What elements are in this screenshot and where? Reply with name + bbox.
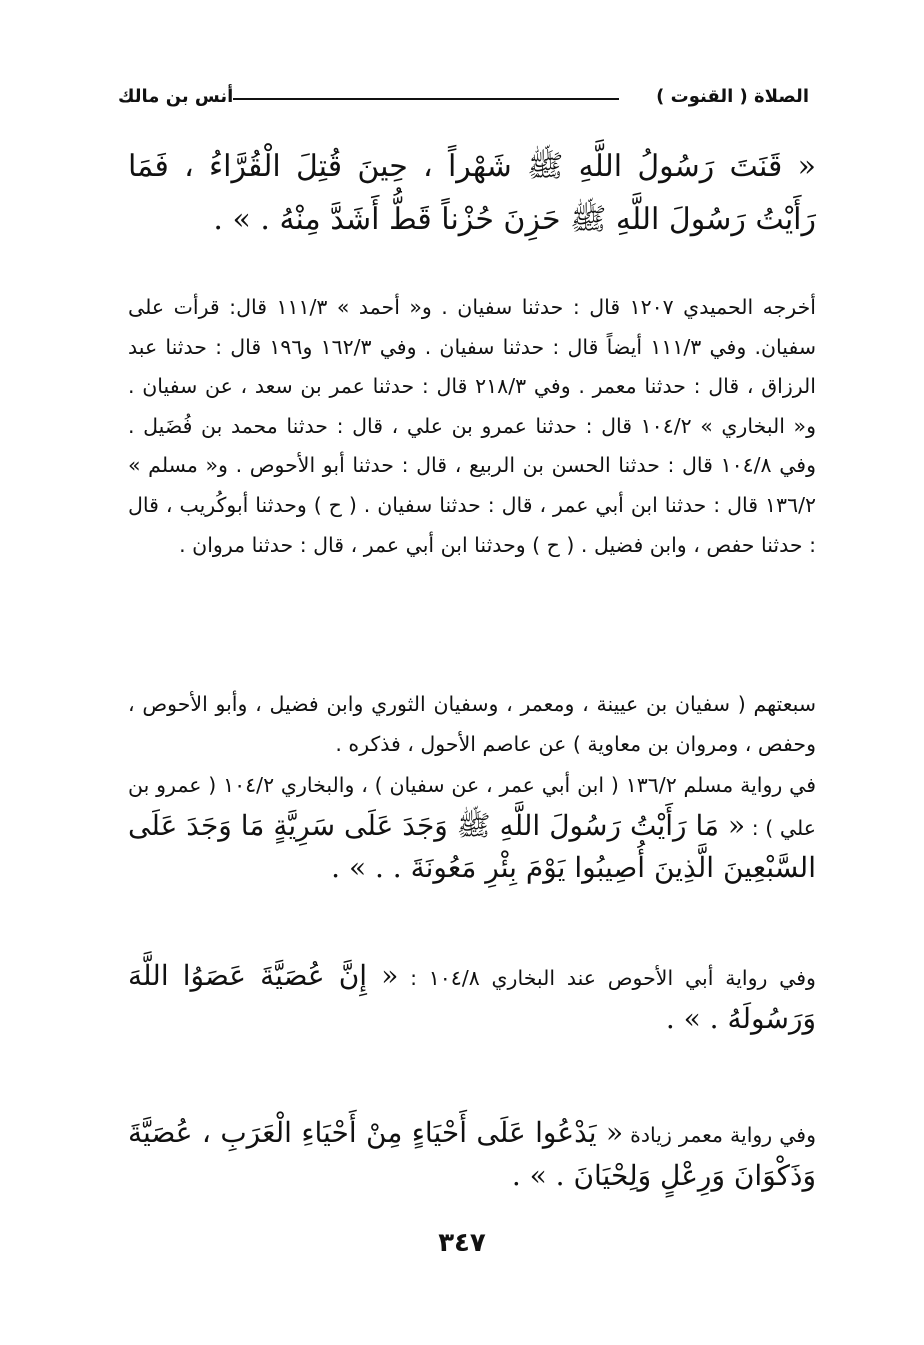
riwaya-muslim-intro: في رواية مسلم ١٣٦/٢ ( ابن أبي عمر ، عن سفيان ) ، والبخاري ١٠٤/٢ ( عمرو بن علي ) : bbox=[128, 773, 816, 840]
header-rule bbox=[233, 98, 619, 100]
running-header bbox=[118, 86, 809, 116]
riwaya-muslim-quote: « مَا رَأَيْتُ رَسُولَ اللَّهِ ﷺ وَجَدَ عَلَى سَرِيَّةٍ مَا وَجَدَ عَلَى السَّبْعِينَ الَّذِينَ أُصِيبُوا يَوْمَ بِئْرِ مَعُونَةَ . . » . bbox=[128, 808, 816, 885]
hadith-text: « قَنَتَ رَسُولُ اللَّهِ ﷺ شَهْراً ، حِينَ قُتِلَ الْقُرَّاءُ ، فَمَا رَأَيْتُ رَسُولَ اللَّهِ ﷺ حَزِنَ حُزْناً قَطُّ أَشَدَّ مِنْهُ . » . bbox=[128, 149, 816, 237]
riwaya-abi-ahwas-intro: وفي رواية أبي الأحوص عند البخاري ١٠٤/٨ : bbox=[410, 966, 816, 990]
chapter-title: الصلاة ( القنوت ) bbox=[656, 86, 809, 107]
narrator-name: أنس بن مالك bbox=[118, 86, 234, 107]
riwaya-abi-ahwas-quote: « إِنَّ عُصَيَّةَ عَصَوُا اللَّهَ وَرَسُولَهُ . » . bbox=[128, 959, 816, 1035]
riwaya-mamar bbox=[128, 1113, 816, 1198]
riwaya-muslim bbox=[128, 766, 816, 891]
takhrij-paragraph: أخرجه الحميدي ١٢٠٧ قال : حدثنا سفيان . و« أحمد » ١١١/٣ قال: قرأت على سفيان. وفي ١١١/٣ أيضاً قال : حدثنا سفيان . وفي ١٦٢/٣ و١٩٦ قال : حدثنا عبد الرزاق ، قال : حدثنا معمر . وفي ٢١٨/٣ قال : حدثنا عمر بن سعد ، عن سفيان . و« البخاري » ١٠٤/٢ قال : حدثنا عمرو بن علي ، قال : حدثنا محمد بن فُضَيل . وفي ١٠٤/٨ قال : حدثنا الحسن بن الربيع ، قال : حدثنا أبو الأحوص . و« مسلم » ١٣٦/٢ قال : حدثنا ابن أبي عمر ، قال : حدثنا سفيان . ( ح ) وحدثنا أبوكُريب ، قال : حدثنا حفص ، وابن فضيل . ( ح ) وحدثنا ابن أبي عمر ، قال : حدثنا مروان . bbox=[128, 295, 817, 557]
riwaya-mamar-intro: وفي رواية معمر زيادة bbox=[630, 1123, 817, 1147]
riwaya-mamar-quote: « يَدْعُوا عَلَى أَحْيَاءٍ مِنْ أَحْيَاءِ الْعَرَبِ ، عُصَيَّةَ وَذَكْوَانَ وَرِعْلٍ وَلِحْيَانَ . » . bbox=[128, 1116, 816, 1192]
page-number: ٣٤٧ bbox=[438, 1228, 486, 1258]
riwaya-abi-ahwas bbox=[128, 956, 816, 1041]
narrators-summary: سبعتهم ( سفيان بن عيينة ، ومعمر ، وسفيان الثوري وابن فضيل ، وأبو الأحوص ، وحفص ، ومروان بن معاوية ) عن عاصم الأحول ، فذكره . bbox=[128, 692, 816, 756]
